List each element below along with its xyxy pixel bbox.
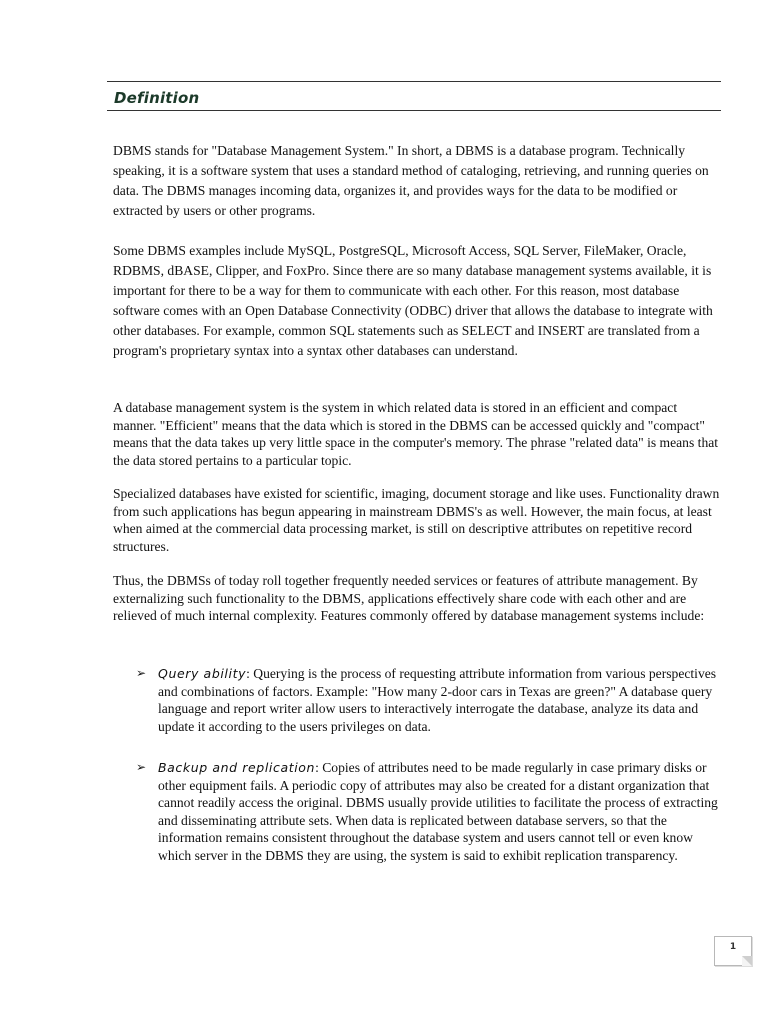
page-number-tab: [714, 936, 752, 966]
list-item-term: Backup and replication: [158, 760, 316, 775]
heading-rule-top: [107, 81, 721, 82]
arrow-bullet-icon: ➢: [136, 760, 147, 774]
page-number: 1: [729, 942, 737, 952]
page-curl-icon: [742, 956, 752, 966]
heading-rule-bottom: [107, 110, 721, 111]
paragraph-specialized-databases: Specialized databases have existed for scientific, imaging, document storage and like uses. Functionality drawn from such applications has begun appearing in mainstream DBMS's as well. However, the main focus, at least when aimed at the commercial data processing market, is still on descriptive attributes on repetitive record structures.: [113, 486, 720, 554]
list-item-term: Query ability: [158, 666, 247, 681]
section-heading: Definition: [114, 89, 200, 107]
list-item-body: [158, 759, 726, 864]
paragraph-dbms-definition: DBMS stands for "Database Management System." In short, a DBMS is a database program. Technically speaking, it is a software system that uses a standard method of cataloging, retrieving, and running queries on data. The DBMS manages incoming data, organizes it, and provides ways for the data to be modified or extracted by users or other programs.: [113, 143, 709, 218]
paragraph-efficient-compact: A database management system is the system in which related data is stored in an efficient and compact manner. "Efficient" means that the data which is stored in the DBMS can be accessed quickly and "compact" means that the data takes up very little space in the computer's memory. The phrase "related data" is means that the data stored pertains to a particular topic.: [113, 400, 719, 468]
arrow-bullet-icon: ➢: [136, 666, 147, 680]
list-item-text: : Querying is the process of requesting attribute information from various perspectives and combinations of factors. Example: "How many 2-door cars in Texas are green?" A database query language and report writer allow users to interactively interrogate the database, analyze its data and update it according to the users privileges on data.: [158, 666, 717, 734]
list-item-text: : Copies of attributes need to be made regularly in case primary disks or other equipment fails. A periodic copy of attributes may also be created for a distant organization that cannot readily access the original. DBMS usually provide utilities to facilitate the process of extracting and disseminating attribute sets. When data is replicated between database servers, so that the information remains consistent throughout the database system and users cannot tell or even know which server in the DBMS they are using, the system is said to exhibit replication transparency.: [158, 760, 718, 863]
list-item-body: [158, 665, 726, 735]
paragraph-dbms-examples: Some DBMS examples include MySQL, PostgreSQL, Microsoft Access, SQL Server, FileMaker, Oracle, RDBMS, dBASE, Clipper, and FoxPro. Since there are so many database management systems available, it is important for there to be a way for them to communicate with each other. For this reason, most database software comes with an Open Database Connectivity (ODBC) driver that allows the database to integrate with other databases. For example, common SQL statements such as SELECT and INSERT are translated from a program's proprietary syntax into a syntax other databases can understand.: [113, 243, 713, 358]
paragraph-dbms-features: Thus, the DBMSs of today roll together frequently needed services or features of attribute management. By externalizing such functionality to the DBMS, applications effectively share code with each other and are relieved of much internal complexity. Features commonly offered by database management systems include:: [113, 573, 705, 623]
